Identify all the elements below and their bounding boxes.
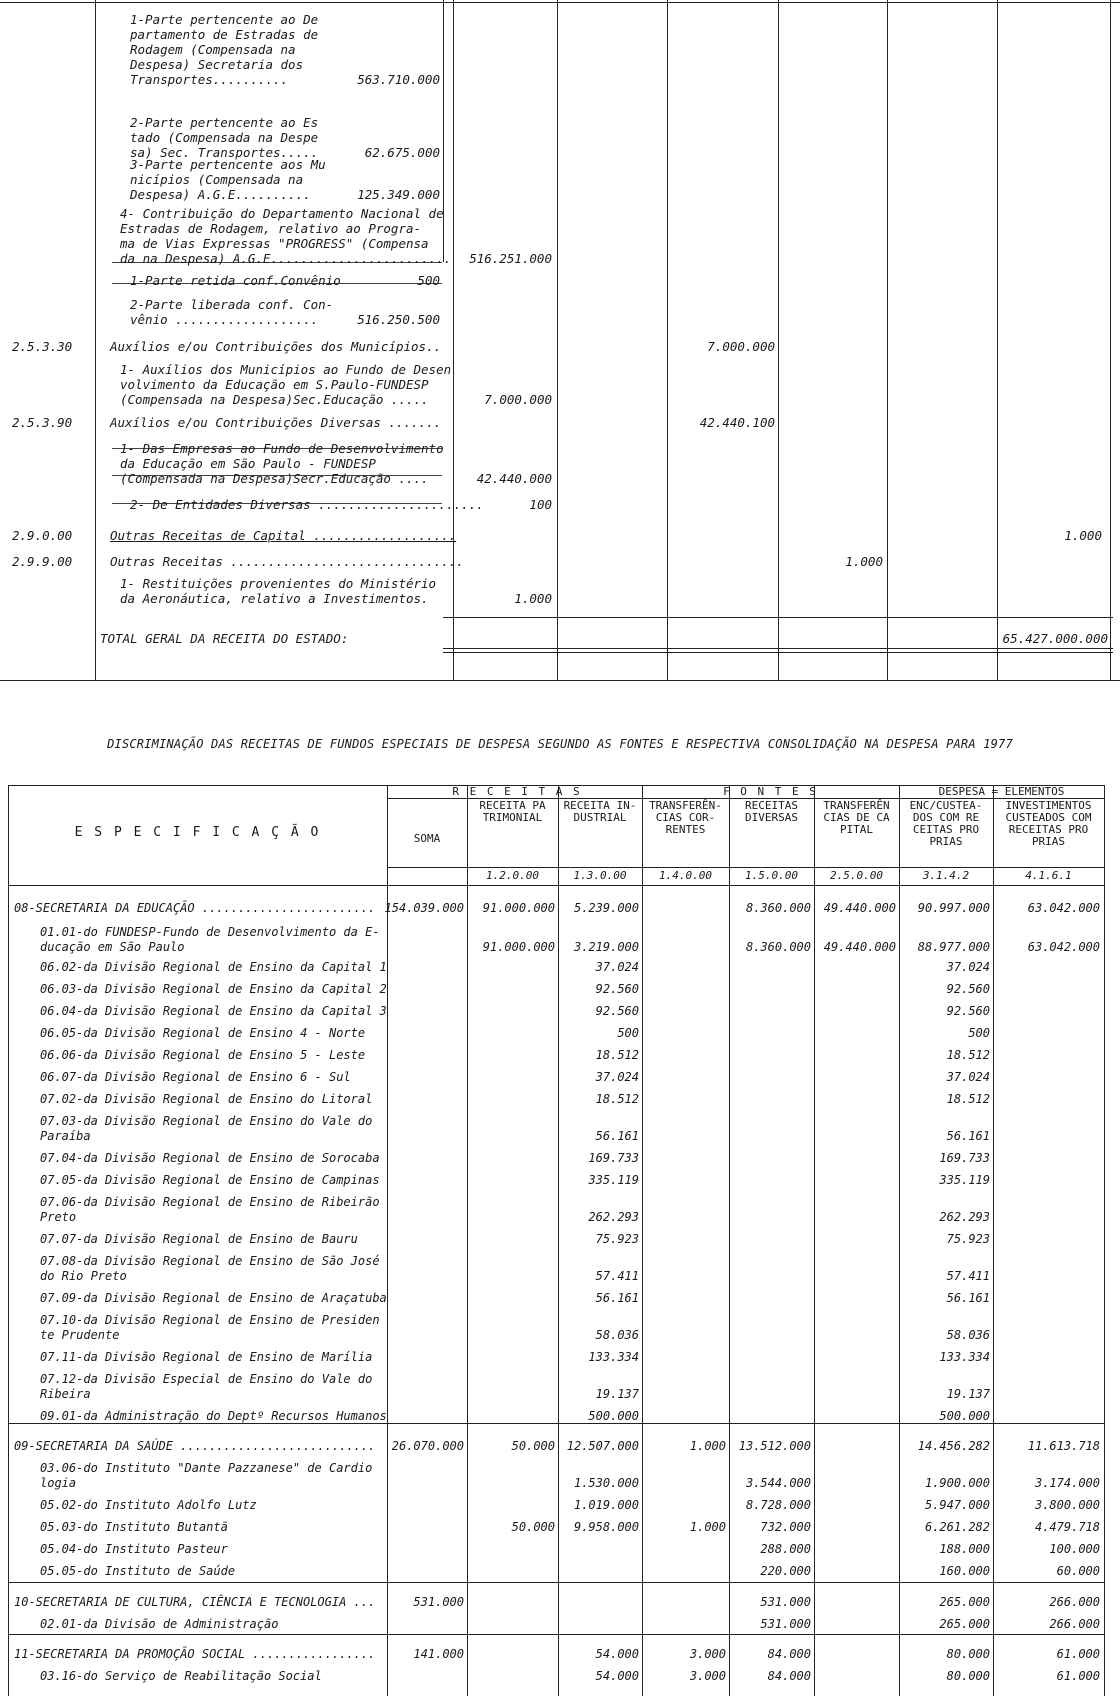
cell-value: 91.000.000 xyxy=(482,940,555,954)
cell-value: 56.161 xyxy=(946,1291,990,1305)
cell-value: 18.512 xyxy=(946,1092,990,1106)
cell-value: 169.733 xyxy=(939,1151,990,1165)
column-code: 2.5.0.00 xyxy=(830,869,883,882)
row-label: 05.04-do Instituto Pasteur xyxy=(40,1542,228,1556)
row-description: 1- Das Empresas ao Fundo de Desenvolvimento xyxy=(120,441,444,456)
cell-value: 57.411 xyxy=(946,1269,990,1283)
amount-col1: 516.251.000 xyxy=(469,251,552,266)
column-rule xyxy=(8,785,9,1696)
cell-value: 37.024 xyxy=(946,1070,990,1084)
sub-amount: 500 xyxy=(417,273,440,288)
cell-value: 61.000 xyxy=(1056,1647,1100,1661)
cell-value: 56.161 xyxy=(595,1129,639,1143)
row-label: 10-SECRETARIA DE CULTURA, CIÊNCIA E TECNOLOGIA ... xyxy=(14,1595,376,1609)
cell-value: 288.000 xyxy=(760,1542,811,1556)
cell-value: 49.440.000 xyxy=(823,940,896,954)
row-description: Outras Receitas de Capital ................... xyxy=(110,528,457,543)
column-rule xyxy=(467,785,468,1696)
receitas-header: R E C E I T A S xyxy=(452,785,582,798)
column-header xyxy=(814,800,899,836)
cell-value: 56.161 xyxy=(595,1291,639,1305)
cell-value: 13.512.000 xyxy=(738,1439,811,1453)
row-label: 07.11-da Divisão Regional de Ensino de Marília xyxy=(40,1350,373,1364)
cell-value: 133.334 xyxy=(939,1350,990,1364)
cell-value: 265.000 xyxy=(939,1595,990,1609)
column-rule xyxy=(997,0,998,680)
account-code: 2.9.9.00 xyxy=(12,554,73,569)
column-code: 1.5.0.00 xyxy=(745,869,798,882)
row-description: Auxílios e/ou Contribuições Diversas ....... xyxy=(110,415,442,430)
column-rule xyxy=(1104,785,1105,1696)
cell-value: 60.000 xyxy=(1056,1564,1100,1578)
column-header-line: CUSTEADOS COM xyxy=(1005,811,1092,824)
row-description: partamento de Estradas de xyxy=(130,27,319,42)
column-header-line: CIAS COR- xyxy=(655,811,716,824)
cell-value: 54.000 xyxy=(595,1647,639,1661)
cell-value: 63.042.000 xyxy=(1027,940,1100,954)
cell-value: 50.000 xyxy=(511,1439,555,1453)
row-description: Estradas de Rodagem, relativo ao Progra- xyxy=(120,221,422,236)
cell-value: 58.036 xyxy=(595,1328,639,1342)
cell-value: 84.000 xyxy=(767,1647,811,1661)
cell-value: 26.070.000 xyxy=(391,1439,464,1453)
cell-value: 335.119 xyxy=(588,1173,639,1187)
amount-col3: 7.000.000 xyxy=(707,339,775,354)
cell-value: 80.000 xyxy=(946,1647,990,1661)
section-rule xyxy=(8,1634,1105,1635)
row-description: Transportes.......... xyxy=(130,72,289,87)
cell-value: 3.174.000 xyxy=(1034,1476,1100,1490)
column-header-line: CEITAS PRO xyxy=(912,823,980,836)
column-header-line: CIAS DE CA xyxy=(823,811,890,824)
inner-column-rule xyxy=(443,0,444,262)
cell-value: 61.000 xyxy=(1056,1669,1100,1683)
row-description: da Aeronáutica, relativo a Investimentos. xyxy=(120,591,429,606)
top-rule xyxy=(0,2,1120,3)
column-header xyxy=(993,800,1104,848)
cell-value: 92.560 xyxy=(595,1004,639,1018)
column-rule xyxy=(778,0,779,680)
column-header xyxy=(729,800,814,824)
row-label: 06.04-da Divisão Regional de Ensino da Capital 3 xyxy=(40,1004,387,1018)
total-value: 65.427.000.000 xyxy=(1002,631,1108,646)
section-title: DISCRIMINAÇÃO DAS RECEITAS DE FUNDOS ESPECIAIS DE DESPESA SEGUNDO AS FONTES E RESPECTIVA CONSOLIDAÇÃO NA DESPESA PARA 1977 xyxy=(107,737,1013,751)
row-label: 07.02-da Divisão Regional de Ensino do Litoral xyxy=(40,1092,373,1106)
row-description: 1-Parte retida conf.Convênio xyxy=(130,273,341,288)
row-label: Paraíba xyxy=(40,1129,91,1143)
row-label: 06.03-da Divisão Regional de Ensino da Capital 2 xyxy=(40,982,387,996)
row-label: do Rio Preto xyxy=(40,1269,127,1283)
soma-header: SOMA xyxy=(413,832,441,845)
row-label: Preto xyxy=(40,1210,77,1224)
cell-value: 133.334 xyxy=(588,1350,639,1364)
row-description: da na Despesa) A.G.E........................ xyxy=(120,251,452,266)
column-header-line: RECEITAS PRO xyxy=(1008,823,1089,836)
account-code: 2.9.0.00 xyxy=(12,528,73,543)
cell-value: 75.923 xyxy=(946,1232,990,1246)
column-header-line: PRIAS xyxy=(929,835,963,848)
amount-col1: 1.000 xyxy=(514,591,552,606)
cell-value: 531.000 xyxy=(760,1617,811,1631)
cell-value: 37.024 xyxy=(946,960,990,974)
cell-value: 531.000 xyxy=(760,1595,811,1609)
total-rule xyxy=(443,617,1113,618)
cell-value: 262.293 xyxy=(588,1210,639,1224)
row-description: Despesa) Secretaria dos xyxy=(130,57,304,72)
cell-value: 11.613.718 xyxy=(1027,1439,1100,1453)
row-label: te Prudente xyxy=(40,1328,120,1342)
column-code: 3.1.4.2 xyxy=(922,869,970,882)
row-label: 07.10-da Divisão Regional de Ensino de Presiden xyxy=(40,1313,380,1327)
column-header-line: PRIAS xyxy=(1031,835,1066,848)
column-header-line: ENC/CUSTEA- xyxy=(909,799,983,812)
cell-value: 1.530.000 xyxy=(573,1476,639,1490)
row-label: 07.08-da Divisão Regional de Ensino de São José xyxy=(40,1254,380,1268)
sub-amount: 125.349.000 xyxy=(357,187,440,202)
cell-value: 3.800.000 xyxy=(1034,1498,1100,1512)
row-label: 06.05-da Divisão Regional de Ensino 4 - Norte xyxy=(40,1026,366,1040)
total-label: TOTAL GERAL DA RECEITA DO ESTADO: xyxy=(100,631,349,646)
upper-revenue-table xyxy=(0,0,1120,680)
column-header-line: PITAL xyxy=(839,823,874,836)
column-header-line: RECEITAS xyxy=(745,799,798,812)
column-rule xyxy=(557,0,558,680)
column-header-line: DOS COM RE xyxy=(912,811,980,824)
column-code: 1.4.0.00 xyxy=(659,869,712,882)
row-label: logia xyxy=(40,1476,77,1490)
cell-value: 6.261.282 xyxy=(924,1520,990,1534)
column-header xyxy=(642,800,729,836)
cell-value: 80.000 xyxy=(946,1669,990,1683)
bottom-rule xyxy=(0,680,1120,681)
row-description: ma de Vias Expressas "PROGRESS" (Compensa xyxy=(120,236,429,251)
row-label: 06.07-da Divisão Regional de Ensino 6 - Sul xyxy=(40,1070,351,1084)
amount-col3: 42.440.100 xyxy=(699,415,775,430)
section-rule xyxy=(8,1582,1105,1583)
cell-value: 54.000 xyxy=(595,1669,639,1683)
row-label: 07.07-da Divisão Regional de Ensino de Bauru xyxy=(40,1232,358,1246)
sub-amount: 516.250.500 xyxy=(357,312,440,327)
cell-value: 220.000 xyxy=(760,1564,811,1578)
header-bottom-rule xyxy=(8,885,1105,886)
cell-value: 265.000 xyxy=(939,1617,990,1631)
cell-value: 141.000 xyxy=(413,1647,464,1661)
row-description: 3-Parte pertencente aos Mu xyxy=(130,157,326,172)
row-description: (Compensada na Despesa)Sec.Educação ..... xyxy=(120,392,429,407)
cell-value: 169.733 xyxy=(588,1151,639,1165)
cell-value: 3.000 xyxy=(689,1647,726,1661)
cell-value: 531.000 xyxy=(413,1595,464,1609)
cell-value: 3.544.000 xyxy=(745,1476,811,1490)
column-rule xyxy=(814,785,815,1696)
sub-amount: 62.675.000 xyxy=(364,145,440,160)
row-description: (Compensada na Despesa)Secr.Educação .... xyxy=(120,471,429,486)
column-code: 1.3.0.00 xyxy=(573,869,627,882)
cell-value: 1.000 xyxy=(689,1520,726,1534)
row-label: 07.12-da Divisão Especial de Ensino do Vale do xyxy=(40,1372,373,1386)
row-description: da Educação em São Paulo - FUNDESP xyxy=(120,456,376,471)
column-rule xyxy=(95,0,96,680)
cell-value: 58.036 xyxy=(946,1328,990,1342)
row-label: 03.06-do Instituto "Dante Pazzanese" de Cardio xyxy=(40,1461,373,1475)
row-label: Ribeira xyxy=(40,1387,91,1401)
cell-value: 91.000.000 xyxy=(482,901,555,915)
row-label: 09-SECRETARIA DA SAÚDE ........................... xyxy=(14,1439,376,1453)
row-description: 2-Parte liberada conf. Con- xyxy=(130,297,334,312)
amount-col1: 42.440.000 xyxy=(476,471,552,486)
cell-value: 57.411 xyxy=(595,1269,639,1283)
cell-value: 732.000 xyxy=(760,1520,811,1534)
cell-value: 8.728.000 xyxy=(745,1498,811,1512)
total-rule xyxy=(443,652,1113,653)
cell-value: 92.560 xyxy=(595,982,639,996)
column-rule xyxy=(387,785,388,1696)
row-label: 07.03-da Divisão Regional de Ensino do Vale do xyxy=(40,1114,373,1128)
cell-value: 266.000 xyxy=(1049,1617,1100,1631)
column-header xyxy=(558,800,642,824)
cell-value: 500 xyxy=(968,1026,990,1040)
row-label: 08-SECRETARIA DA EDUCAÇÃO ........................ xyxy=(14,901,376,915)
column-header-line: TRANSFERÊN xyxy=(823,799,890,812)
row-description: tado (Compensada na Despe xyxy=(130,130,319,145)
cell-value: 84.000 xyxy=(767,1669,811,1683)
cell-value: 1.019.000 xyxy=(573,1498,639,1512)
cell-value: 5.947.000 xyxy=(924,1498,990,1512)
cell-value: 49.440.000 xyxy=(823,901,896,915)
cell-value: 5.239.000 xyxy=(573,901,639,915)
cell-value: 37.024 xyxy=(595,960,639,974)
cell-value: 75.923 xyxy=(595,1232,639,1246)
fontes-header: F O N T E S xyxy=(723,785,818,798)
column-code: 1.2.0.00 xyxy=(486,869,539,882)
cell-value: 50.000 xyxy=(511,1520,555,1534)
row-description: vênio ................... xyxy=(130,312,319,327)
cell-value: 56.161 xyxy=(946,1129,990,1143)
cell-value: 8.360.000 xyxy=(745,940,811,954)
column-header-line: RENTES xyxy=(665,823,706,836)
row-description: Auxílios e/ou Contribuições dos Municípios.. xyxy=(110,339,442,354)
row-description: 1-Parte pertencente ao De xyxy=(130,12,319,27)
cell-value: 9.958.000 xyxy=(573,1520,639,1534)
row-description: 2-Parte pertencente ao Es xyxy=(130,115,319,130)
total-rule xyxy=(443,648,1113,649)
amount-col5: 1.000 xyxy=(845,554,883,569)
column-header-line: RECEITA PA xyxy=(479,799,546,812)
spec-header: E S P E C I F I C A Ç Ã O xyxy=(74,825,321,840)
cell-value: 500.000 xyxy=(939,1409,990,1423)
cell-value: 160.000 xyxy=(939,1564,990,1578)
column-rule xyxy=(453,0,454,680)
header-rule xyxy=(387,867,1105,868)
amount-col8: 1.000 xyxy=(1064,528,1102,543)
cell-value: 14.456.282 xyxy=(917,1439,990,1453)
column-header xyxy=(899,800,993,848)
cell-value: 90.997.000 xyxy=(917,901,990,915)
amount-col1: 100 xyxy=(529,497,552,512)
cell-value: 18.512 xyxy=(946,1048,990,1062)
row-description: 4- Contribuição do Departamento Nacional de xyxy=(120,206,444,221)
cell-value: 18.512 xyxy=(595,1048,639,1062)
row-label: 03.16-do Serviço de Reabilitação Social xyxy=(40,1669,322,1683)
cell-value: 188.000 xyxy=(939,1542,990,1556)
cell-value: 266.000 xyxy=(1049,1595,1100,1609)
cell-value: 19.137 xyxy=(946,1387,990,1401)
cell-value: 8.360.000 xyxy=(745,901,811,915)
column-header-line: TRIMONIAL xyxy=(482,811,543,824)
cell-value: 18.512 xyxy=(595,1092,639,1106)
row-label: 07.06-da Divisão Regional de Ensino de Ribeirão xyxy=(40,1195,380,1209)
row-description: Despesa) A.G.E.......... xyxy=(130,187,311,202)
cell-value: 19.137 xyxy=(595,1387,639,1401)
cell-value: 92.560 xyxy=(946,1004,990,1018)
cell-value: 4.479.718 xyxy=(1034,1520,1100,1534)
row-label: 02.01-da Divisão de Administração xyxy=(40,1617,279,1631)
sub-amount: 563.710.000 xyxy=(357,72,440,87)
column-rule xyxy=(729,785,730,1696)
row-label: 07.09-da Divisão Regional de Ensino de Araçatuba xyxy=(40,1291,387,1305)
account-code: 2.5.3.30 xyxy=(12,339,73,354)
column-rule xyxy=(993,785,994,1696)
row-label: 06.02-da Divisão Regional de Ensino da Capital 1 xyxy=(40,960,387,974)
column-rule xyxy=(1110,0,1111,680)
row-label: 01.01-do FUNDESP-Fundo de Desenvolvimento da E- xyxy=(40,925,380,939)
column-rule xyxy=(887,0,888,680)
cell-value: 37.024 xyxy=(595,1070,639,1084)
row-label: 05.03-do Instituto Butantã xyxy=(40,1520,228,1534)
column-header-line: DIVERSAS xyxy=(745,811,798,824)
row-label: 05.02-do Instituto Adolfo Lutz xyxy=(40,1498,257,1512)
despesa-header: DESPESA = ELEMENTOS xyxy=(938,785,1065,798)
row-label: 07.04-da Divisão Regional de Ensino de Sorocaba xyxy=(40,1151,380,1165)
row-description: Outras Receitas ............................... xyxy=(110,554,464,569)
column-header-line: RECEITA IN- xyxy=(563,799,637,812)
column-header-line: TRANSFERÊN- xyxy=(649,799,722,812)
row-label: ducação em São Paulo xyxy=(40,940,185,954)
column-code: 4.1.6.1 xyxy=(1025,869,1072,882)
row-description: 1- Restituições provenientes do Ministério xyxy=(120,576,437,591)
column-rule xyxy=(642,785,643,1696)
row-description: Rodagem (Compensada na xyxy=(130,42,296,57)
cell-value: 12.507.000 xyxy=(566,1439,639,1453)
row-label: 05.05-do Instituto de Saúde xyxy=(40,1564,236,1578)
column-header-line: DUSTRIAL xyxy=(573,811,627,824)
row-label: 06.06-da Divisão Regional de Ensino 5 - Leste xyxy=(40,1048,366,1062)
row-description: 2- De Entidades Diversas ...................... xyxy=(130,497,484,512)
row-description: 1- Auxílios dos Municípios ao Fundo de Desen xyxy=(120,362,452,377)
row-label: 07.05-da Divisão Regional de Ensino de Campinas xyxy=(40,1173,380,1187)
cell-value: 100.000 xyxy=(1049,1542,1100,1556)
cell-value: 1.900.000 xyxy=(924,1476,990,1490)
row-description: nicípios (Compensada na xyxy=(130,172,304,187)
cell-value: 335.119 xyxy=(939,1173,990,1187)
row-label: 09.01-da Administração do Deptº Recursos Humanos xyxy=(40,1409,387,1423)
amount-col1: 7.000.000 xyxy=(484,392,552,407)
cell-value: 3.000 xyxy=(689,1669,726,1683)
row-description: volvimento da Educação em S.Paulo-FUNDESP xyxy=(120,377,429,392)
cell-value: 500 xyxy=(617,1026,639,1040)
row-description: sa) Sec. Transportes..... xyxy=(130,145,319,160)
cell-value: 3.219.000 xyxy=(573,940,639,954)
cell-value: 88.977.000 xyxy=(917,940,990,954)
column-header xyxy=(467,800,558,824)
column-header-line: INVESTIMENTOS xyxy=(1005,799,1092,812)
cell-value: 154.039.000 xyxy=(384,901,464,915)
row-label: 11-SECRETARIA DA PROMOÇÃO SOCIAL ................. xyxy=(14,1647,376,1661)
cell-value: 63.042.000 xyxy=(1027,901,1100,915)
cell-value: 262.293 xyxy=(939,1210,990,1224)
account-code: 2.5.3.90 xyxy=(12,415,73,430)
cell-value: 92.560 xyxy=(946,982,990,996)
cell-value: 500.000 xyxy=(588,1409,639,1423)
cell-value: 1.000 xyxy=(689,1439,726,1453)
